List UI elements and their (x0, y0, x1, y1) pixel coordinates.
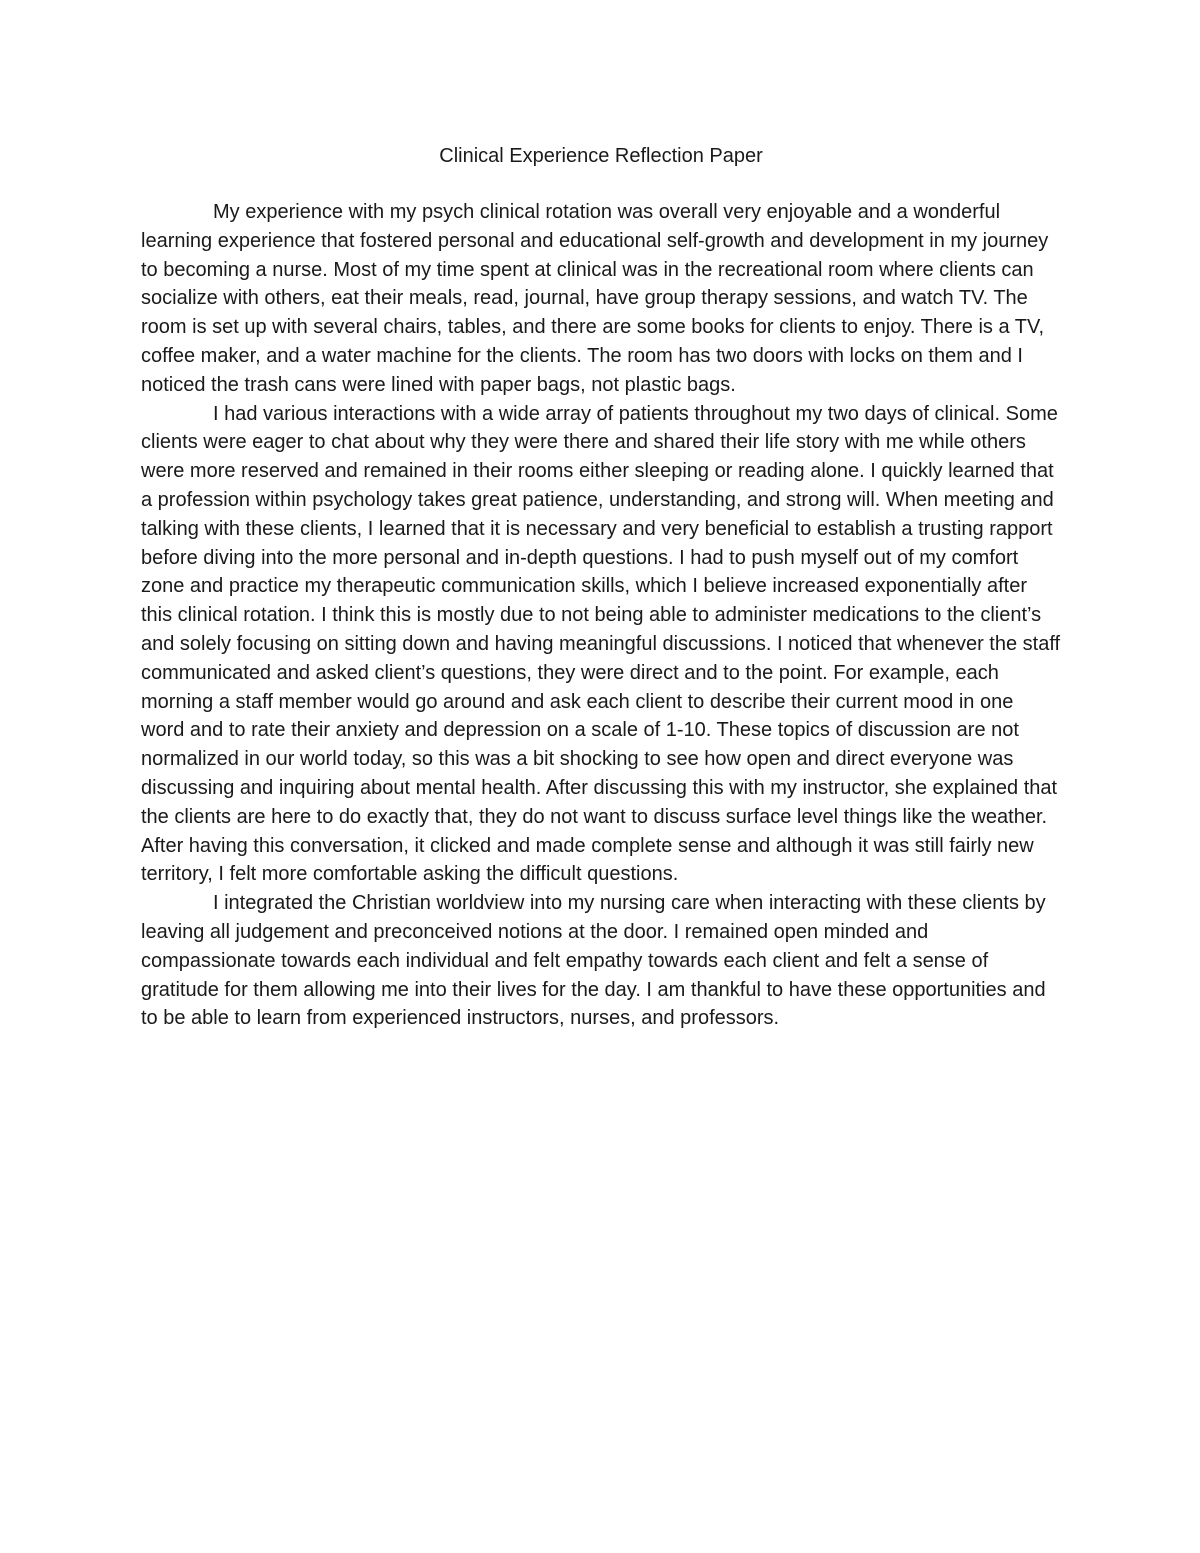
paragraph-2: I had various interactions with a wide array of patients throughout my two days of clinical. Some clients were eager to chat about why they were there and shared their life story with me while others were more reserved and remained in their rooms either sleeping or reading alone. I quickly learned that a profession within psychology takes great patience, understanding, and strong will. When meeting and talking with these clients, I learned that it is necessary and very beneficial to establish a trusting rapport before diving into the more personal and in-depth questions. I had to push myself out of my comfort zone and practice my therapeutic communication skills, which I believe increased exponentially after this clinical rotation. I think this is mostly due to not being able to administer medications to the client’s and solely focusing on sitting down and having meaningful discussions. I noticed that whenever the staff communicated and asked client’s questions, they were direct and to the point. For example, each morning a staff member would go around and ask each client to describe their current mood in one word and to rate their anxiety and depression on a scale of 1-10. These topics of discussion are not normalized in our world today, so this was a bit shocking to see how open and direct everyone was discussing and inquiring about mental health. After discussing this with my instructor, she explained that the clients are here to do exactly that, they do not want to discuss surface level things like the weather. After having this conversation, it clicked and made complete sense and although it was still fairly new territory, I felt more comfortable asking the difficult questions. (141, 402, 1061, 886)
document-body (141, 141, 1061, 1033)
paragraph-3: I integrated the Christian worldview into my nursing care when interacting with these clients by leaving all judgement and preconceived notions at the door. I remained open minded and compassionate towards each individual and felt empathy towards each client and felt a sense of gratitude for them allowing me into their lives for the day. I am thankful to have these opportunities and to be able to learn from experienced instructors, nurses, and professors. (141, 892, 1046, 1030)
paragraph-1: My experience with my psych clinical rotation was overall very enjoyable and a wonderful learning experience that fostered personal and educational self-growth and development in my journey to becoming a nurse. Most of my time spent at clinical was in the recreational room where clients can socialize with others, eat their meals, read, journal, have group therapy sessions, and watch TV. The room is set up with several chairs, tables, and there are some books for clients to enjoy. There is a TV, coffee maker, and a water machine for the clients. The room has two doors with locks on them and I noticed the trash cans were lined with paper bags, not plastic bags. (141, 201, 1049, 396)
page-title: Clinical Experience Reflection Paper (439, 145, 763, 167)
